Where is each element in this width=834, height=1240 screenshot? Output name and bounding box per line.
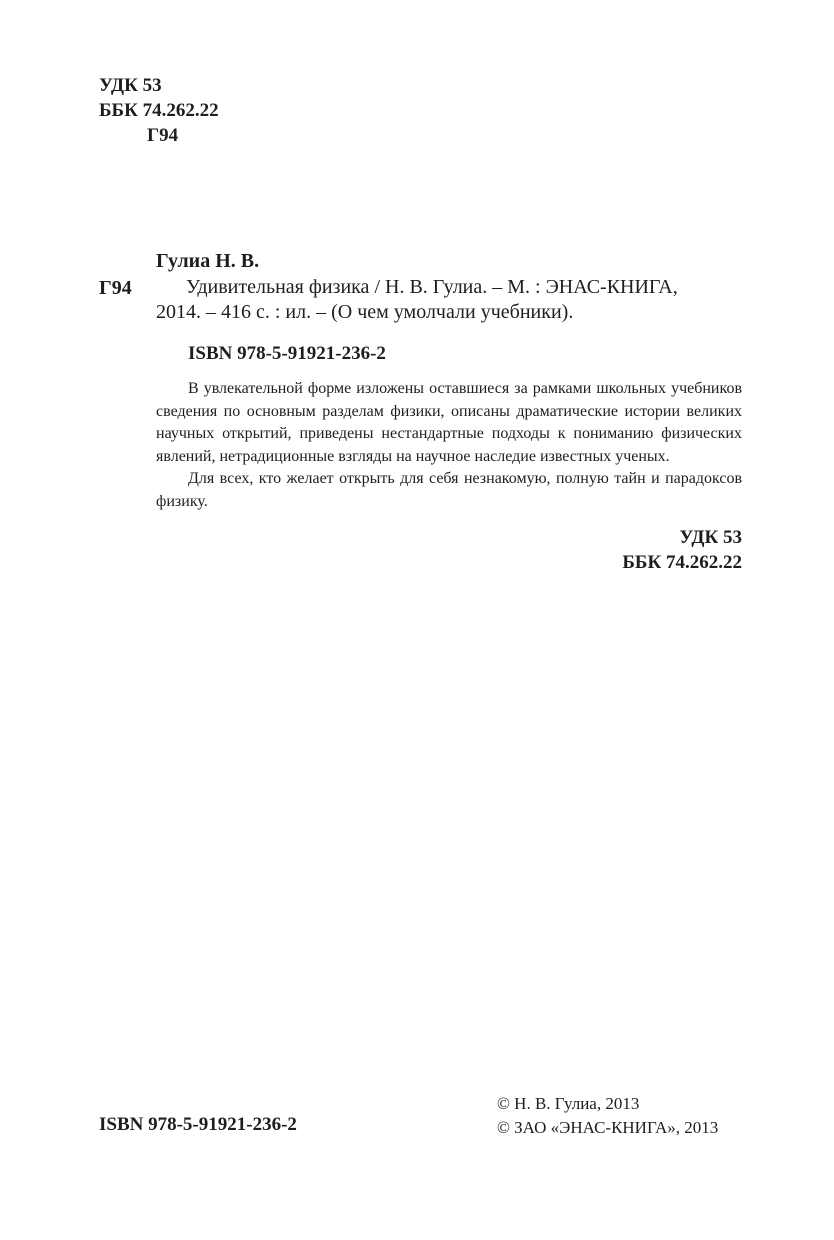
author-heading: Гулиа Н. В. [156, 250, 260, 272]
bibliographic-description [156, 275, 678, 325]
biblio-line-2: 2014. – 416 с. : ил. – (О чем умолчали учебники). [156, 301, 574, 323]
bbk-code-right: ББК 74.262.22 [622, 552, 742, 573]
copyright-publisher: © ЗАО «ЭНАС-КНИГА», 2013 [497, 1118, 719, 1137]
abstract [156, 378, 742, 513]
cutter-mark: Г94 [99, 277, 132, 299]
cutter-code: Г94 [147, 125, 179, 146]
abstract-paragraph-2: Для всех, кто желает открыть для себя незнакомую, полную тайн и парадоксов физику. [156, 470, 742, 510]
copyright-block [497, 1092, 718, 1140]
bbk-code: ББК 74.262.22 [99, 100, 219, 121]
udk-code: УДК 53 [99, 75, 162, 96]
biblio-line-1: Удивительная физика / Н. В. Гулиа. – М. : ЭНАС-КНИГА, [186, 276, 678, 298]
isbn-main: ISBN 978-5-91921-236-2 [188, 343, 386, 364]
abstract-paragraph-1: В увлекательной форме изложены оставшиеся за рамками школьных учебников сведения по основным разделам физики, описаны драматические истории великих научных открытий, приведены нестандартные подходы к пониманию физических явлений, нетрадиционные взгляды на научное наследие известных ученых. [156, 380, 742, 465]
classification-codes-top [99, 73, 219, 148]
classification-codes-right [622, 525, 742, 575]
isbn-bottom: ISBN 978-5-91921-236-2 [99, 1114, 297, 1135]
copyright-author: © Н. В. Гулиа, 2013 [497, 1094, 640, 1113]
udk-code-right: УДК 53 [679, 527, 742, 548]
